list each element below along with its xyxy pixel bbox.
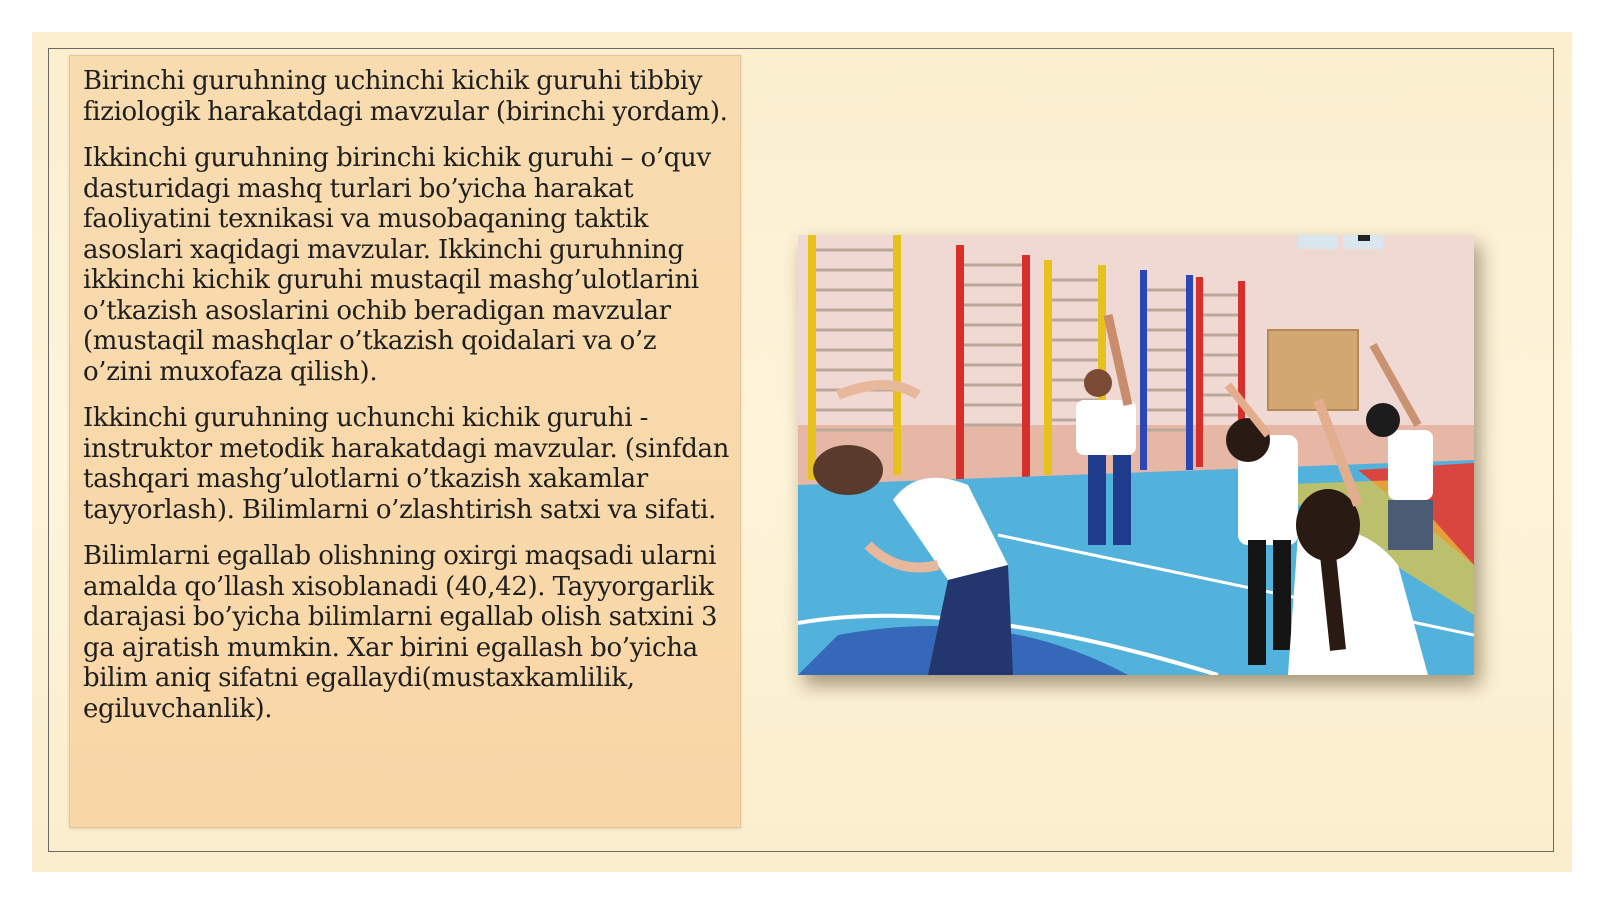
paragraph-2: Ikkinchi guruhning birinchi kichik guruhi – o’quv dasturidagi mashq turlari bo’yicha harakat faoliyatini texnikasi va musobaqaning taktik asoslari xaqidagi mavzular. Ikkinchi guruhning ikkinchi kichik guruhi mustaqil mashg’ulotlarini o’tkazish asoslarini ochib beradigan mavzular (mustaqil mashqlar o’tkazish qoidalari va o’z o’zini muxofaza qilish). xyxy=(83,143,711,387)
gym-stretching-photo xyxy=(798,235,1474,675)
paragraph-4: Bilimlarni egallab olishning oxirgi maqsadi ularni amalda qo’llash xisoblanadi (40,42). Tayyorgarlik darajasi bo’yicha bilimlarni egallab olish satxini 3 ga ajratish mumkin. Xar birini egallash bo’yicha bilim aniq sifatni egallaydi(mustaxkamlilik, egiluvchanlik). xyxy=(83,541,718,724)
paragraph-1: Birinchi guruhning uchinchi kichik guruhi tibbiy fiziologik harakatdagi mavzular (birinchi yordam). xyxy=(83,66,728,127)
paragraph-3: Ikkinchi guruhning uchunchi kichik guruhi - instruktor metodik harakatdagi mavzular. (sinfdan tashqari mashg’ulotlarni o’tkazish xakamlar tayyorlash). Bilimlarni o’zlashtirish satxi va sifati. xyxy=(83,403,730,525)
text-box xyxy=(69,55,741,828)
slide xyxy=(32,32,1572,872)
